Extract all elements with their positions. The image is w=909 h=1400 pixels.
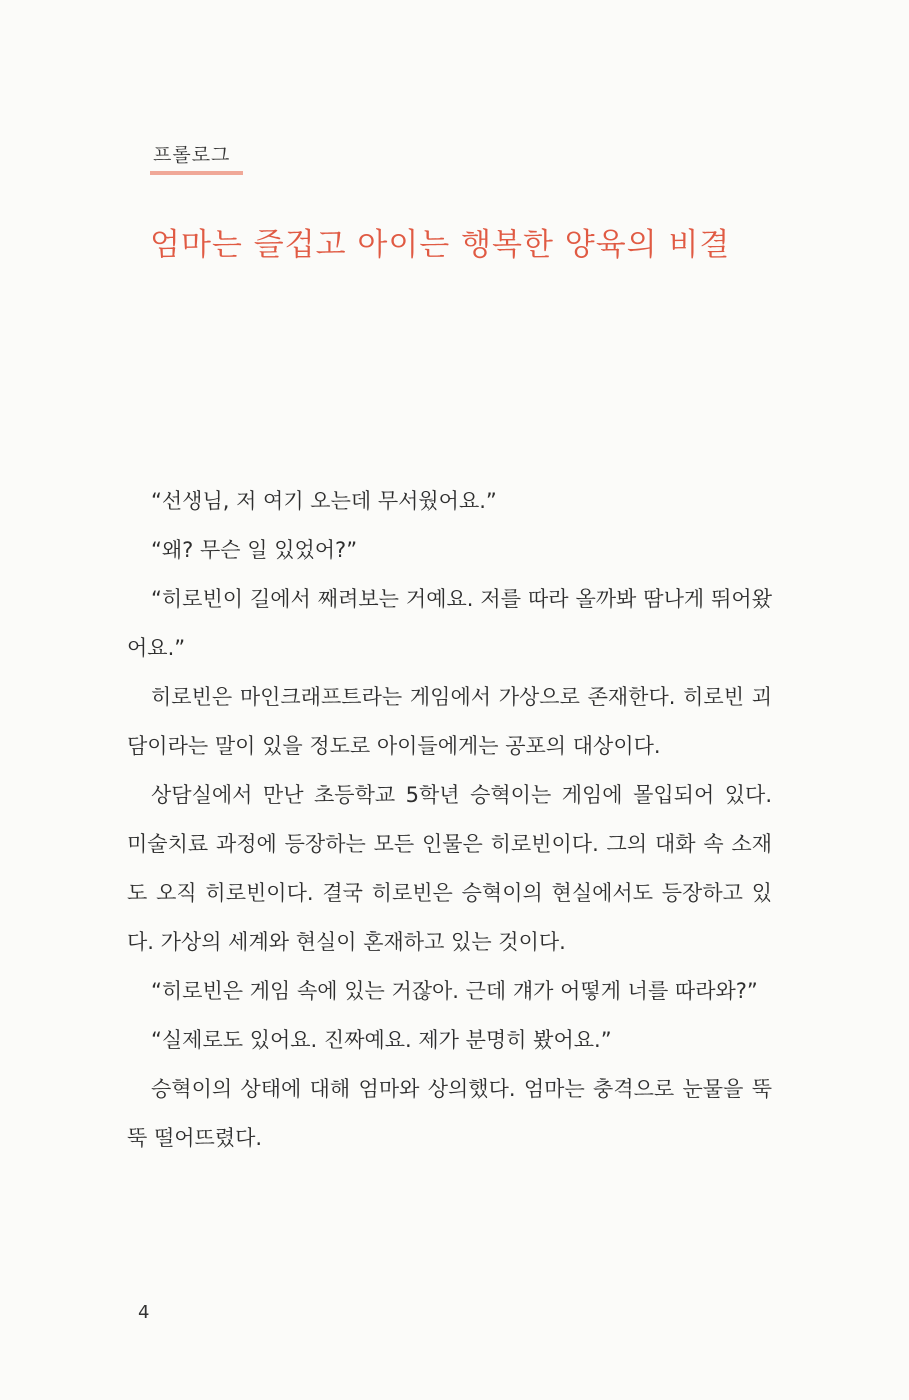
paragraph: “실제로도 있어요. 진짜예요. 제가 분명히 봤어요.” — [151, 1028, 612, 1052]
paragraph: “선생님, 저 여기 오는데 무서웠어요.” — [151, 489, 497, 513]
section-label: 프롤로그 — [153, 144, 231, 166]
chapter-title: 엄마는 즐겁고 아이는 행복한 양육의 비결 — [150, 227, 731, 263]
paragraph: “히로빈은 게임 속에 있는 거잖아. 근데 걔가 어떻게 너를 따라와?” — [151, 979, 758, 1003]
page-number: 4 — [138, 1302, 150, 1323]
body-text — [127, 477, 772, 1163]
paragraph: “히로빈이 길에서 째려보는 거예요. 저를 따라 올까봐 땀나게 뛰어왔어요.” — [127, 587, 772, 660]
paragraph: 상담실에서 만난 초등학교 5학년 승혁이는 게임에 몰입되어 있다. 미술치료 과정에 등장하는 모든 인물은 히로빈이다. 그의 대화 속 소재도 오직 히로빈이다. 결국 히로빈은 승혁이의 현실에서도 등장하고 있다. 가상의 세계와 현실이 혼재하고 있는 것이다. — [127, 783, 772, 954]
paragraph: “왜? 무슨 일 있었어?” — [151, 538, 358, 562]
paragraph: 히로빈은 마인크래프트라는 게임에서 가상으로 존재한다. 히로빈 괴담이라는 말이 있을 정도로 아이들에게는 공포의 대상이다. — [127, 685, 772, 758]
section-underline — [150, 171, 243, 175]
paragraph: 승혁이의 상태에 대해 엄마와 상의했다. 엄마는 충격으로 눈물을 뚝뚝 떨어뜨렸다. — [127, 1077, 772, 1150]
